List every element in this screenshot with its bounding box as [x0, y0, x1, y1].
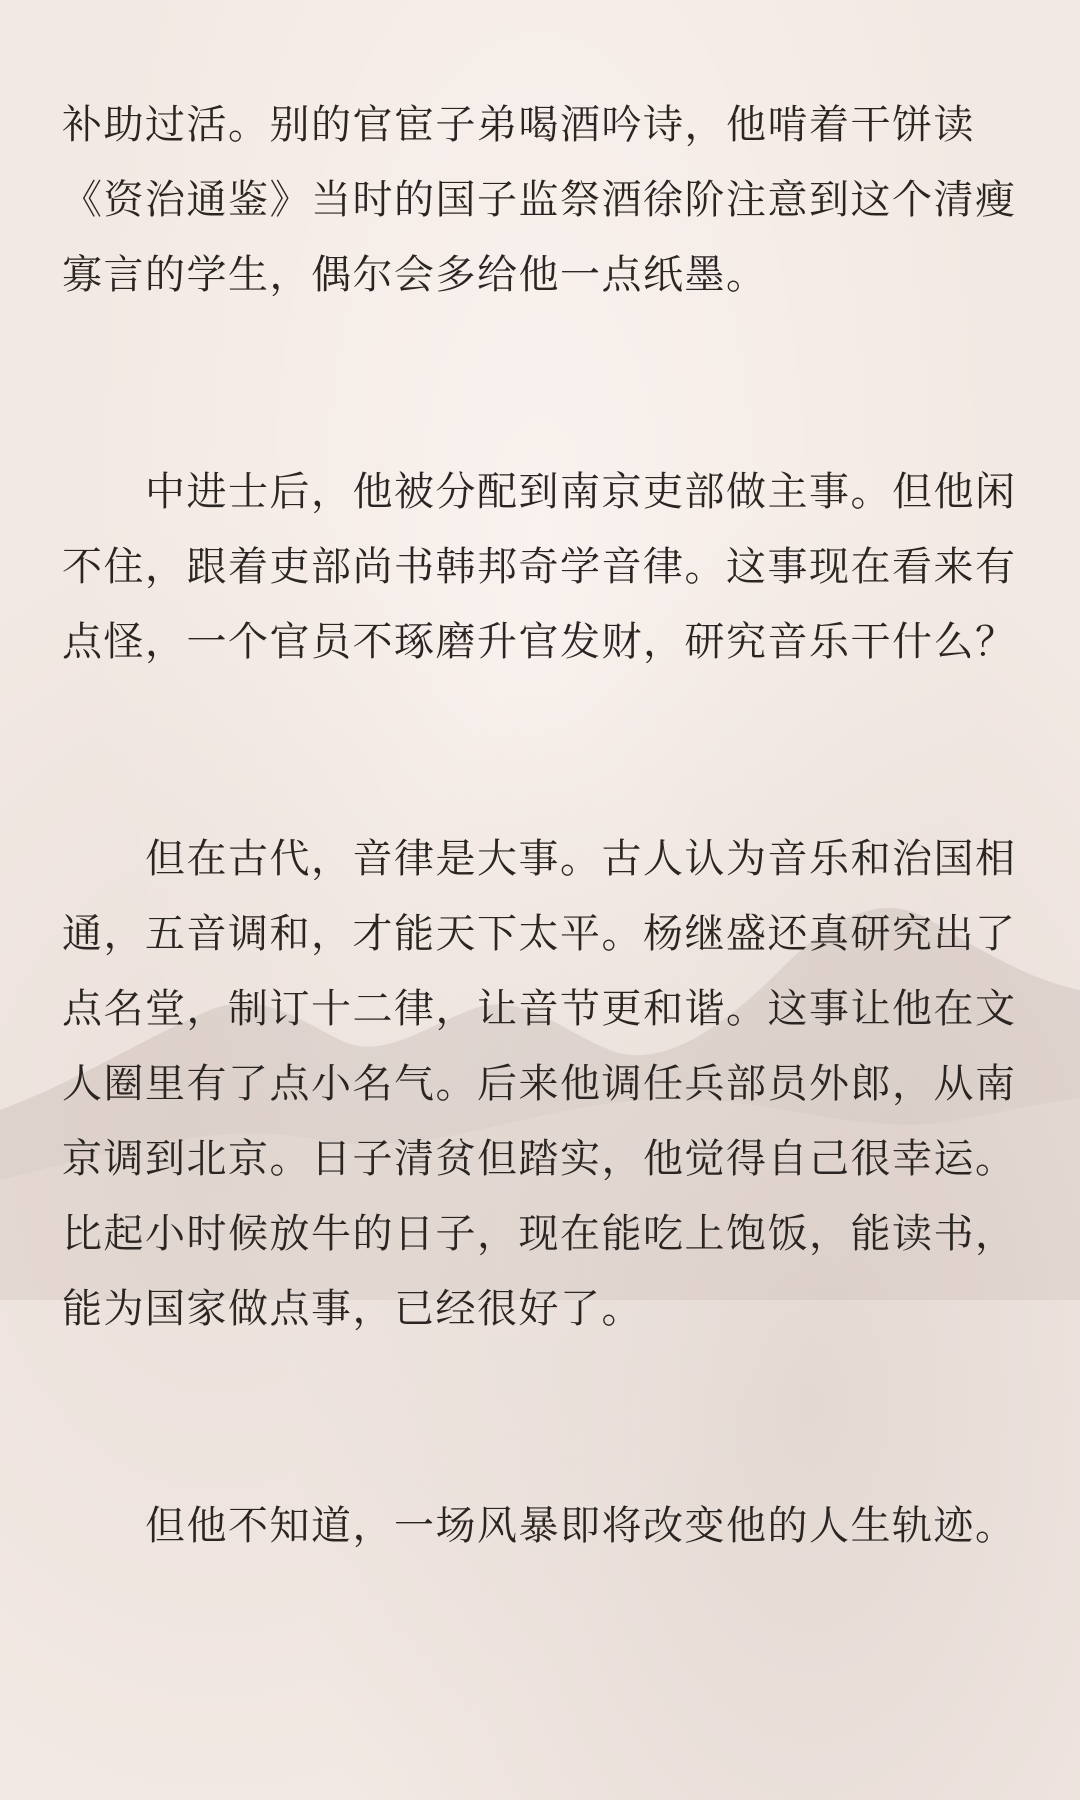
paragraph-spacer [62, 680, 1022, 822]
paragraph-2: 中进士后，他被分配到南京吏部做主事。但他闲不住，跟着吏部尚书韩邦奇学音律。这事现在看来有点怪，一个官员不琢磨升官发财，研究音乐干什么？ [62, 469, 1017, 665]
paragraph-spacer [62, 313, 1022, 455]
paragraph-1: 补助过活。别的官宦子弟喝酒吟诗，他啃着干饼读《资治通鉴》当时的国子监祭酒徐阶注意到这个清瘦寡言的学生，偶尔会多给他一点纸墨。 [62, 102, 1017, 298]
paragraph-4: 但他不知道，一场风暴即将改变他的人生轨迹。 [62, 1503, 1017, 1549]
article-body [62, 88, 1022, 1564]
paragraph-spacer [62, 1347, 1022, 1489]
paragraph-3: 但在古代，音律是大事。古人认为音乐和治国相通，五音调和，才能天下太平。杨继盛还真研究出了点名堂，制订十二律，让音节更和谐。这事让他在文人圈里有了点小名气。后来他调任兵部员外郎，从南京调到北京。日子清贫但踏实，他觉得自己很幸运。比起小时候放牛的日子，现在能吃上饱饭，能读书，能为国家做点事，已经很好了。 [62, 836, 1017, 1332]
